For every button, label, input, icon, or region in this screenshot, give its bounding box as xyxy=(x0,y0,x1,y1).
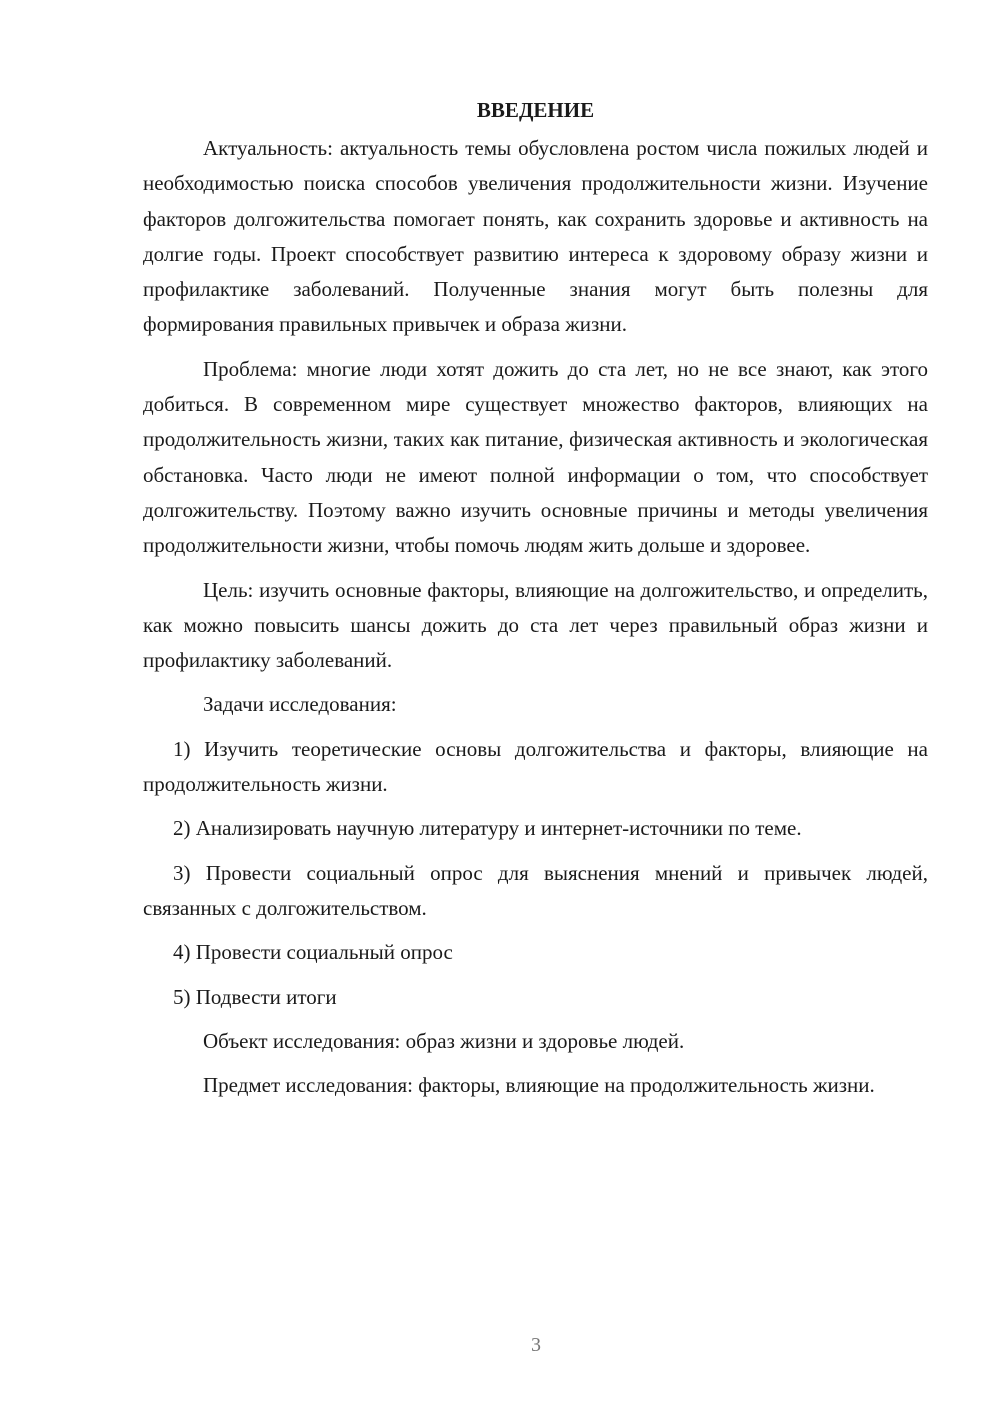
document-page xyxy=(143,92,928,1112)
section-heading: ВВЕДЕНИЕ xyxy=(476,98,595,122)
task-item: 2) Анализировать научную литературу и интернет-источники по теме. xyxy=(173,816,802,841)
paragraph-problem: Проблема: многие люди хотят дожить до ста лет, но не все знают, как этого добиться. В современном мире существует множество факторов, влияющих на продолжительность жизни, таких как питание, физическая активность и экологическая обстановка. Часто люди не имеют полной информации о том, что способствует долгожительству. Поэтому важно изучить основные причины и методы увеличения продолжительности жизни, чтобы помочь людям жить дольше и здоровее. xyxy=(143,356,928,558)
task-item: 4) Провести социальный опрос xyxy=(173,940,453,965)
paragraph-subject: Предмет исследования: факторы, влияющие на продолжительность жизни. xyxy=(203,1073,875,1098)
page-number: 3 xyxy=(531,1334,541,1356)
task-item: 1) Изучить теоретические основы долгожительства и факторы, влияющие на продолжительность жизни. xyxy=(143,736,928,797)
paragraph-relevance: Актуальность: актуальность темы обусловлена ростом числа пожилых людей и необходимостью поиска способов увеличения продолжительности жизни. Изучение факторов долгожительства помогает понять, как сохранить здоровье и активность на долгие годы. Проект способствует развитию интереса к здоровому образу жизни и профилактике заболеваний. Полученные знания могут быть полезны для формирования правильных привычек и образа жизни. xyxy=(143,136,928,337)
task-item: 5) Подвести итоги xyxy=(173,984,337,1009)
paragraph-object: Объект исследования: образ жизни и здоровье людей. xyxy=(203,1028,685,1053)
task-item: 3) Провести социальный опрос для выяснения мнений и привычек людей, связанных с долгожительством. xyxy=(143,860,928,920)
paragraph-goal: Цель: изучить основные факторы, влияющие на долгожительство, и определить, как можно повысить шансы дожить до ста лет через правильный образ жизни и профилактику заболеваний. xyxy=(143,577,928,673)
tasks-title: Задачи исследования: xyxy=(203,692,397,717)
